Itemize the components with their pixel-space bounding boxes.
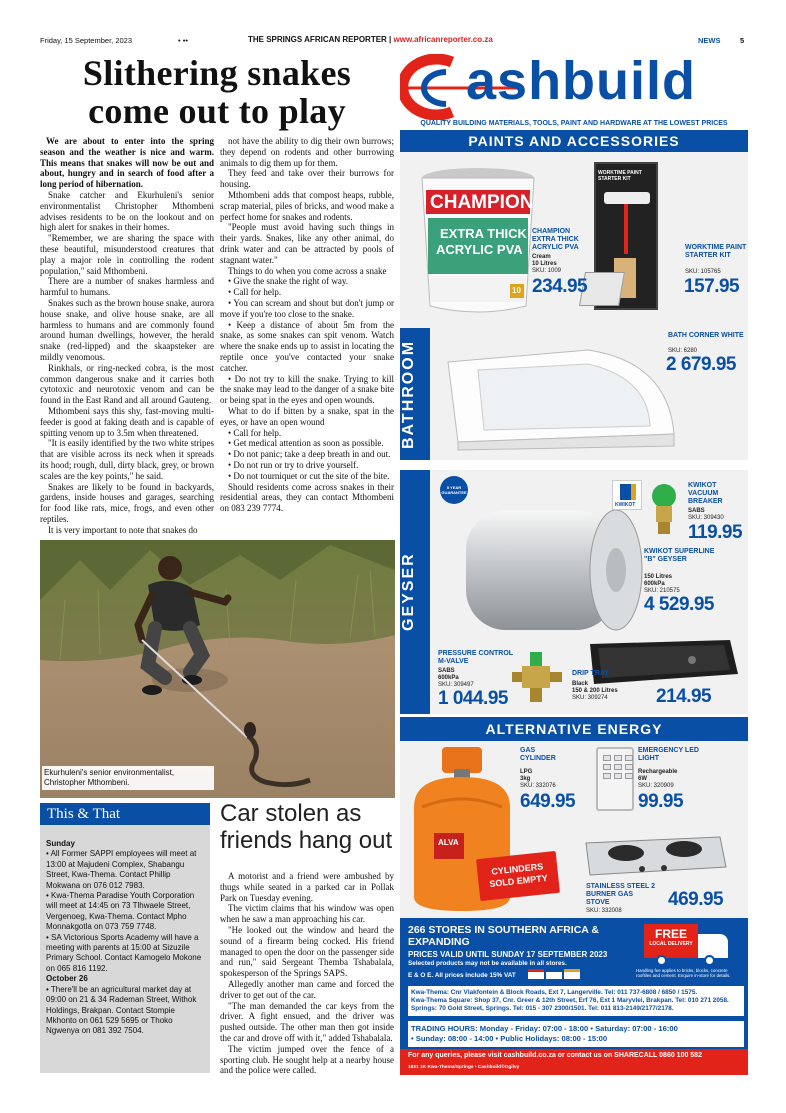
- led-light-image: [596, 747, 634, 811]
- car-headline: Car stolen as friends hang out: [220, 800, 393, 854]
- champion-name: CHAMPION EXTRA THICK ACRYLIC PVA: [532, 228, 579, 251]
- advert-footer: [400, 918, 748, 1075]
- led-cell: [603, 764, 611, 770]
- paper-url[interactable]: www.africanreporter.co.za: [393, 35, 493, 44]
- valve-name: PRESSURE CONTROL M-VALVE: [438, 650, 513, 665]
- event-item: • SA Victorious Sports Academy will have a meeting with parents at 15:00 at Sizuzile Primary School. Contact Kamogelo Mokone on 065 816 1192.: [46, 932, 202, 973]
- cylinder-label: ALVA: [438, 838, 459, 847]
- footer-stores: 266 STORES IN SOUTHERN AFRICA & EXPANDING: [408, 924, 599, 948]
- geyser-image: [446, 490, 646, 640]
- delivery-truck-icon: [638, 922, 738, 968]
- truck-box: [644, 924, 698, 958]
- paragraph: Mthombeni adds that compost heaps, rubble, scrap material, piles of bricks, and wood make a perfect home for snakes and rodents.: [220, 189, 394, 222]
- tray-price: 214.95: [656, 686, 712, 707]
- stove-name: STAINLESS STEEL 2 BURNER GAS STOVE: [586, 883, 655, 906]
- footer-addresses: [408, 986, 744, 1016]
- bath-sku: SKU: 6280: [668, 348, 698, 354]
- cashbuild-advert: [400, 51, 748, 1075]
- badge-line-1: CYLINDERS: [490, 861, 544, 877]
- headline-line-2: come out to play: [88, 91, 346, 131]
- gas-name: GAS CYLINDER: [520, 747, 556, 762]
- footer-selected: Selected products may not be available in all stores.: [408, 960, 567, 967]
- cashbuild-logo: [400, 51, 748, 120]
- footer-code: 1821 1K Kwa-Thema/Springs • Cashbuild©Ogilvy: [408, 1065, 520, 1070]
- paragraph: • Keep a distance of about 5m from the snake, as some snakes can spit venom. Watch where the snake ends up to assist in locating the reptile once you've contacted your snake catcher.: [220, 319, 394, 373]
- corner-bath-image: [438, 342, 688, 452]
- guarantee-badge: [440, 476, 468, 504]
- vacuum-details: [688, 508, 724, 522]
- tub-line-1: EXTRA THICK: [440, 226, 527, 241]
- address-2: Kwa-Thema Square: Shop 37, Cnr. Greer & 12th Street, Erf 76, Ext 1 Maryvlei, Brakpan. Tel: 010 271 2058.: [411, 997, 729, 1004]
- stove-sku: SKU: 332008: [586, 908, 622, 914]
- paragraph: It is very important to note that snakes do: [48, 524, 198, 535]
- tub-line-2: ACRYLIC PVA: [436, 242, 523, 257]
- paper-name: THE SPRINGS AFRICAN REPORTER | www.africanreporter.co.za: [248, 35, 493, 44]
- paragraph: Snake catcher and Ekurhuleni's senior environmentalist Christopher Mthombeni advises residents to be on the lookout and on high alert for snakes in their homes.: [40, 189, 214, 233]
- gas-size: 3kg: [520, 776, 531, 782]
- geyser-capacity: 150 Litres: [644, 574, 673, 580]
- champion-colour: Cream: [532, 254, 551, 260]
- paragraph: The victim claims that his window was open when he saw a man approaching his car.: [220, 903, 394, 925]
- paragraph: "It is easily identified by the two white stripes that are visible across its neck when it spreads its hood; rough, dull, dirty black, grey, or brown scales are the key points," he said.: [40, 438, 214, 481]
- geyser-name: KWIKOT SUPERLINE "B" GEYSER: [644, 548, 715, 563]
- delivery-note: Handling fee applies to bricks, blocks, concrete rooftiles and cement. Enquire in-store for details.: [636, 968, 731, 979]
- geyser-label: GEYSER: [400, 470, 430, 714]
- free-label: FREE: [654, 927, 687, 941]
- card-icon: [564, 969, 580, 979]
- brand-wordmark: ashbuild: [466, 51, 697, 111]
- address-3: Springs: 70 Gold Street, Springs. Tel: 015 - 307 2300/1501. Tel: 011 813-2149/2177/2178.: [411, 1005, 674, 1012]
- paragraph: "The man demanded the car keys from the driver. A fight ensued, and the driver was pushed outside. The other man then got inside the car and drove off with it," added Tshabalala.: [220, 1000, 394, 1043]
- valve-sabs: SABS: [438, 668, 455, 674]
- kit-label: WORKTIME PAINT STARTER KIT: [598, 170, 642, 182]
- page-header: [40, 34, 748, 48]
- this-and-that-list: [46, 839, 206, 1037]
- worktime-sku: SKU: 105765: [685, 269, 721, 275]
- led-cell: [625, 764, 633, 770]
- paragraph: A motorist and a friend were ambushed by thugs while seated in a parked car in Pollak Park on Tuesday evening.: [220, 871, 394, 903]
- geyser-pressure: 600kPa: [644, 581, 665, 587]
- paragraph: The victim jumped over the fence of a sporting club. He sought help at a nearby house and the police were called.: [220, 1043, 394, 1076]
- valve-sku: SKU: 309497: [438, 682, 474, 688]
- gas-details: [520, 769, 556, 790]
- car-story-column: [220, 871, 394, 1076]
- address-1: Kwa-Thema: Cnr Vlakfontein & Block Roads, Ext 7, Langerville. Tel: 011 737-6808 / 6850 / 1575.: [411, 989, 698, 996]
- geyser-sku: SKU: 210575: [644, 588, 680, 594]
- geyser-details: [644, 574, 680, 595]
- gas-type: LPG: [520, 769, 533, 775]
- led-sku: SKU: 320909: [638, 783, 674, 789]
- this-and-that-box: [40, 803, 210, 1073]
- tray-name: DRIP TRAY: [572, 670, 609, 677]
- snakes-column-2: [220, 136, 394, 514]
- event-item: • All Former SAPPI employees will meet at 13:00 at Majudeni Complex, Shabangu Street, Kwa-Thema. Contact Phillip Mokwana on 076 012 7983.: [46, 849, 197, 890]
- led-watt: 6W: [638, 776, 647, 782]
- gas-sku: SKU: 332076: [520, 783, 556, 789]
- paragraph: Rinkhals, or ring-necked cobra, is the most common dangerous snake and it carries both cytotoxic and neurotoxic venom and can be found in the East Rand and all around Gauteng.: [40, 362, 214, 406]
- champion-details: [532, 254, 561, 275]
- paragraph: not have the ability to dig their own burrows; they depend on rodents and other burrowing animals to dig them up for them.: [220, 136, 394, 168]
- snakes-headline: [40, 54, 394, 130]
- snakes-column-1: [40, 136, 214, 535]
- section-label: NEWS: [698, 36, 721, 45]
- gas-price: 649.95: [520, 791, 576, 812]
- vacuum-breaker-image: [644, 480, 684, 536]
- header-dots: • ••: [178, 36, 188, 45]
- brand-tagline: QUALITY BUILDING MATERIALS, TOOLS, PAINT AND HARDWARE AT THE LOWEST PRICES: [420, 120, 728, 127]
- bath-name: BATH CORNER WHITE: [668, 332, 744, 339]
- bathroom-label: BATHROOM: [400, 328, 430, 460]
- paints-panel: [400, 152, 748, 328]
- footer-valid: PRICES VALID UNTIL SUNDAY 17 SEPTEMBER 2023: [408, 950, 608, 959]
- tub-size: 10: [512, 286, 521, 295]
- paragraph: • Do not try to kill the snake. Trying to kill the snake may lead to the danger of a snake bite or being spat in the eyes and open wounds.: [220, 373, 394, 406]
- event-item: • Kwa-Thema Paradise Youth Corporation will meet at 14:45 on 73 Tlhwaele Street, Vergenoeg, Kwa-Thema. Contact Mpho Monnakgotla on 073 759 7748.: [46, 891, 195, 932]
- paragraph: "Remember, we are sharing the space with these beautiful, misunderstood creatures that play a major role in controlling the rodent population," said Mthombeni.: [40, 233, 214, 276]
- kwikot-text: KWIKOT: [615, 502, 636, 508]
- led-name: EMERGENCY LED LIGHT: [638, 747, 699, 762]
- led-cell: [614, 773, 622, 779]
- kit-handle: [624, 204, 628, 254]
- paragraph: • Do not run or try to drive yourself.: [228, 459, 359, 470]
- led-type: Rechargeable: [638, 769, 678, 775]
- paragraph: • Call for help.: [228, 427, 282, 438]
- paragraph: Things to do when you come across a snake: [228, 265, 387, 276]
- paragraph: What to do if bitten by a snake, spat in the eyes, or have an open wound: [220, 405, 394, 427]
- vacuum-sku: SKU: 309430: [688, 515, 724, 521]
- alt-energy-banner: ALTERNATIVE ENERGY: [400, 717, 748, 741]
- paragraph: • Get medical attention as soon as possible.: [228, 438, 384, 449]
- valve-pressure: 600kPa: [438, 675, 459, 681]
- paper-title: THE SPRINGS AFRICAN REPORTER: [248, 35, 387, 44]
- paragraph: Should residents come across snakes in their residential areas, they can contact Mthombeni on 083 239 7774.: [220, 481, 394, 514]
- tub-brand: CHAMPION: [430, 192, 534, 213]
- paragraph: Mthombeni says this shy, fast-moving multi-feeder is good at faking death and is capable of spitting venom up to 3.5m when threatened.: [40, 405, 214, 438]
- led-price: 99.95: [638, 791, 684, 812]
- trading-hours: [408, 1021, 744, 1047]
- tray-size: 150 & 200 Litres: [572, 688, 618, 694]
- event-day-heading: October 26: [46, 974, 88, 984]
- card-icon: [546, 969, 562, 979]
- truck-cab: [696, 934, 728, 958]
- kwikot-logo: [612, 480, 642, 510]
- guarantee-text: 5 YEAR GUARANTEE: [441, 485, 467, 495]
- stove-price: 469.95: [668, 889, 724, 910]
- paragraph: We are about to enter into the spring season and the weather is nice and warm. This means that snakes will now be out and about, hungry and in search of food after a long period of hibernation.: [40, 136, 214, 190]
- valve-price: 1 044.95: [438, 688, 508, 709]
- led-cell: [625, 755, 633, 761]
- led-cell: [614, 764, 622, 770]
- vacuum-sabs: SABS: [688, 508, 705, 514]
- champion-sku: SKU: 1009: [532, 268, 562, 274]
- payment-cards: [528, 969, 580, 979]
- page-number: 5: [740, 36, 745, 45]
- worktime-price: 157.95: [684, 276, 740, 297]
- geyser-price: 4 529.95: [644, 594, 714, 615]
- m-valve-image: [512, 650, 562, 704]
- alt-energy-panel: [400, 741, 748, 918]
- geyser-panel: [430, 470, 748, 714]
- led-details: [638, 769, 677, 790]
- paints-banner: PAINTS AND ACCESSORIES: [400, 130, 748, 152]
- paragraph: • Do not tourniquet or cut the site of the bite.: [228, 470, 390, 481]
- paragraph: They feed and take over their burrows for housing.: [220, 168, 394, 190]
- truck-wheel: [656, 955, 667, 966]
- event-item: • There'll be an agricultural market day at 09:00 on 21 & 34 Rademan Street, Withok Holdings, Brakpan. Contact Stompie Mkhonto on 061 529 5695 or Thoko Ngwenya on 081 392 7504.: [46, 984, 197, 1036]
- paragraph: • Do not panic; take a deep breath in and out.: [228, 449, 391, 460]
- led-cell: [625, 773, 633, 779]
- footer-eoe: E & O E. All prices include 15% VAT: [408, 972, 516, 979]
- led-cell: [603, 773, 611, 779]
- truck-wheel: [704, 955, 715, 966]
- footer-queries[interactable]: For any queries, please visit cashbuild.co.za or contact us on SHARECALL 0860 100 582: [400, 1049, 748, 1075]
- tray-colour: Black: [572, 681, 589, 687]
- led-cell: [614, 755, 622, 761]
- gas-stove-image: [580, 823, 730, 887]
- paragraph: Snakes such as the brown house snake, aurora house snake, and olive house snake, are all harmless to humans and are commonly found around human dwellings, however, the herald snake (red-lipped) and the skaapsteker are mildly venomous.: [40, 297, 214, 362]
- bath-price: 2 679.95: [666, 354, 736, 375]
- tray-sku: SKU: 309274: [572, 695, 608, 701]
- hours-2: • Sunday: 08:00 - 14:00 • Public Holidays: 08:00 - 15:00: [411, 1034, 608, 1043]
- vacuum-price: 119.95: [688, 522, 743, 543]
- delivery-label: LOCAL DELIVERY: [649, 941, 693, 947]
- kit-roller: [604, 192, 650, 204]
- paragraph: "He looked out the window and heard the sound of a firearm being cocked. His friend managed to open the door on the passenger side and run," said Sergeant Themba Tshabalala, spokesperson of the Springs SAPS.: [220, 924, 394, 979]
- sold-empty-badge: [476, 851, 560, 901]
- worktime-name: WORKTIME PAINT STARTER KIT: [685, 244, 747, 259]
- badge-line-2: SOLD EMPTY: [488, 872, 549, 890]
- champion-price: 234.95: [532, 276, 588, 297]
- champion-size: 10 Litres: [532, 261, 557, 267]
- photo-caption: Ekurhuleni's senior environmentalist, Christopher Mthombeni.: [42, 766, 214, 790]
- tray-details: [572, 681, 618, 702]
- paragraph: • You can scream and shout but don't jump or move if you're too close to the snake.: [220, 297, 394, 319]
- vacuum-name: KWIKOT VACUUM BREAKER: [688, 482, 723, 505]
- issue-date: Friday, 15 September, 2023: [40, 36, 132, 45]
- kwikot-mark: [620, 484, 636, 500]
- paragraph: There are a number of snakes harmless and harmful to humans.: [40, 276, 214, 298]
- led-cell: [603, 755, 611, 761]
- this-and-that-title: This & That: [40, 803, 210, 825]
- bathroom-panel: [430, 328, 748, 460]
- event-day-heading: Sunday: [46, 839, 75, 848]
- hours-1: TRADING HOURS: Monday - Friday: 07:00 - 18:00 • Saturday: 07:00 - 16:00: [411, 1024, 678, 1033]
- headline-line-1: Slithering snakes: [82, 53, 352, 93]
- paragraph: Allegedly another man came and forced the driver to get out of the car.: [220, 978, 394, 1000]
- paragraph: • Give the snake the right of way.: [228, 276, 349, 287]
- card-icon: [528, 969, 544, 979]
- valve-details: [438, 668, 474, 689]
- paragraph: "People must avoid having such things in their yards. Snakes, like any other animal, do drink water and can be attracted by pools of stagnant water.": [220, 222, 394, 265]
- paragraph: • Call for help.: [228, 287, 282, 298]
- snake-catcher-photo: [40, 540, 395, 798]
- paragraph: Snakes are likely to be found in backyards, gardens, inside houses and garages, searching for food like rats, mice, frogs, and even other reptiles.: [40, 481, 214, 524]
